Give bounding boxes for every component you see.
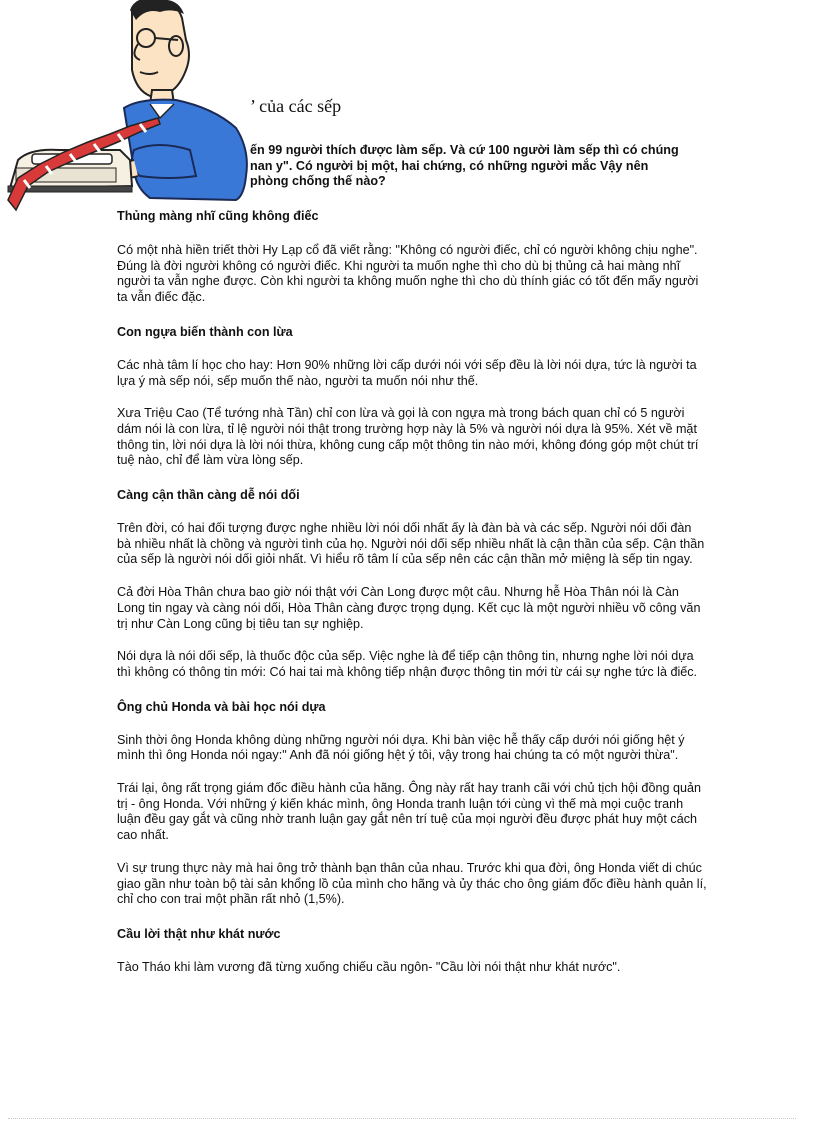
- page-bottom-divider: [8, 1118, 796, 1119]
- section-heading: Cầu lời thật như khát nước: [117, 926, 281, 941]
- article-body: [117, 208, 707, 976]
- typewriter-man-drawing: [0, 0, 250, 215]
- paragraph: Trên đời, có hai đối tượng được nghe nhiều lời nói dối nhất ấy là đàn bà và các sếp. Người nói dối đàn bà nhiều nhất là chồng và người tình của họ. Người nói dối sếp nhiều nhất là cận thần của sếp. Cận thần của sếp là người nói dối giỏi nhất. Vì hiểu rõ tâm lí của sếp nên các cận thần mở miệng là sếp tin ngay.: [117, 521, 705, 567]
- paragraph: Có một nhà hiền triết thời Hy Lạp cổ đã viết rằng: "Không có người điếc, chỉ có người không chịu nghe". Đúng là đời người không có người điếc. Khi người ta muốn nghe thì cho dù bị thủng cả hai màng nhĩ người ta vẫn nghe được. Còn khi người ta không muốn nghe thì cho dù thính giác có tốt đến mấy người ta vẫn điếc đặc.: [117, 243, 699, 305]
- section-heading: Thủng màng nhĩ cũng không điếc: [117, 209, 319, 223]
- paragraph: Sinh thời ông Honda không dùng những người nói dựa. Khi bàn việc hễ thấy cấp dưới nói giống hệt ý mình thì ông Honda nói ngay:" Anh đã nói giống hệt ý tôi, vậy trong hai chúng ta có một người thừa".: [117, 732, 685, 763]
- paragraph: Cả đời Hòa Thân chưa bao giờ nói thật với Càn Long được một câu. Nhưng hễ Hòa Thân nói là Càn Long tin ngay và càng nói dối, Hòa Thân càng được trọng dụng. Kết cục là một người nhiều võ công văn trị như Càn Long cũng bị tiêu tan sự nghiệp.: [117, 585, 701, 631]
- cartoon-man-typewriter-illustration: [0, 0, 250, 215]
- paragraph: Vì sự trung thực này mà hai ông trở thành bạn thân của nhau. Trước khi qua đời, ông Honda viết di chúc giao gần như toàn bộ tài sản khổng lồ của mình cho hãng và ủy thác cho ông giám đốc điều hành quản lí, chỉ cho con trai một phần rất nhỏ (1,5%).: [117, 860, 707, 907]
- paragraph: Xưa Triệu Cao (Tể tướng nhà Tần) chỉ con lừa và gọi là con ngựa mà trong bách quan chỉ có 5 người dám nói là con lừa, tỉ lệ người nói thật trong trường hợp này là 5% và người nói dựa là 95%. Xét về mặt thông tin, lời nói dựa là lời nói thừa, không cung cấp một thông tin nào mới, không đóng góp một chút trí tuệ nào, chỉ để làm vừa lòng sếp.: [117, 406, 699, 468]
- paragraph: Các nhà tâm lí học cho hay: Hơn 90% những lời cấp dưới nói với sếp đều là lời nói dựa, tức là người ta lựa ý mà sếp nói, sếp muốn thế nào, người ta muốn nói như thế.: [117, 357, 697, 388]
- paragraph: Tào Tháo khi làm vương đã từng xuống chiếu cầu ngôn- "Cầu lời nói thật như khát nước".: [117, 959, 621, 974]
- article-title: ’ của các sếp: [250, 96, 342, 116]
- paragraph: Nói dựa là nói dối sếp, là thuốc độc của sếp. Việc nghe là để tiếp cận thông tin, nhưng nghe lời nói dựa thì không có thông tin mới: Có hai tai mà không tiếp nhận được thông tin mới từ cái sự nghe tức là điếc.: [117, 649, 698, 679]
- article-intro: ến 99 người thích được làm sếp. Và cứ 100 người làm sếp thì có chúng nan y". Có người bị một, hai chứng, có những người mắc Vậy nên phòng chống thế nào?: [250, 143, 679, 188]
- paragraph: Trái lại, ông rất trọng giám đốc điều hành của hãng. Ông này rất hay tranh cãi với chủ tịch hội đồng quản trị - ông Honda. Với những ý kiến khác mình, ông Honda tranh luận tới cùng vì thế mà mọi cuộc tranh luận đều gay gắt và cũng nhờ tranh luận gay gắt nên trí tuệ của mọi người đều được phát huy một cách cao nhất.: [117, 781, 701, 843]
- section-heading: Con ngựa biến thành con lừa: [117, 324, 293, 339]
- section-heading: Ông chủ Honda và bài học nói dựa: [117, 699, 326, 714]
- section-heading: Càng cận thần càng dễ nói dối: [117, 488, 300, 503]
